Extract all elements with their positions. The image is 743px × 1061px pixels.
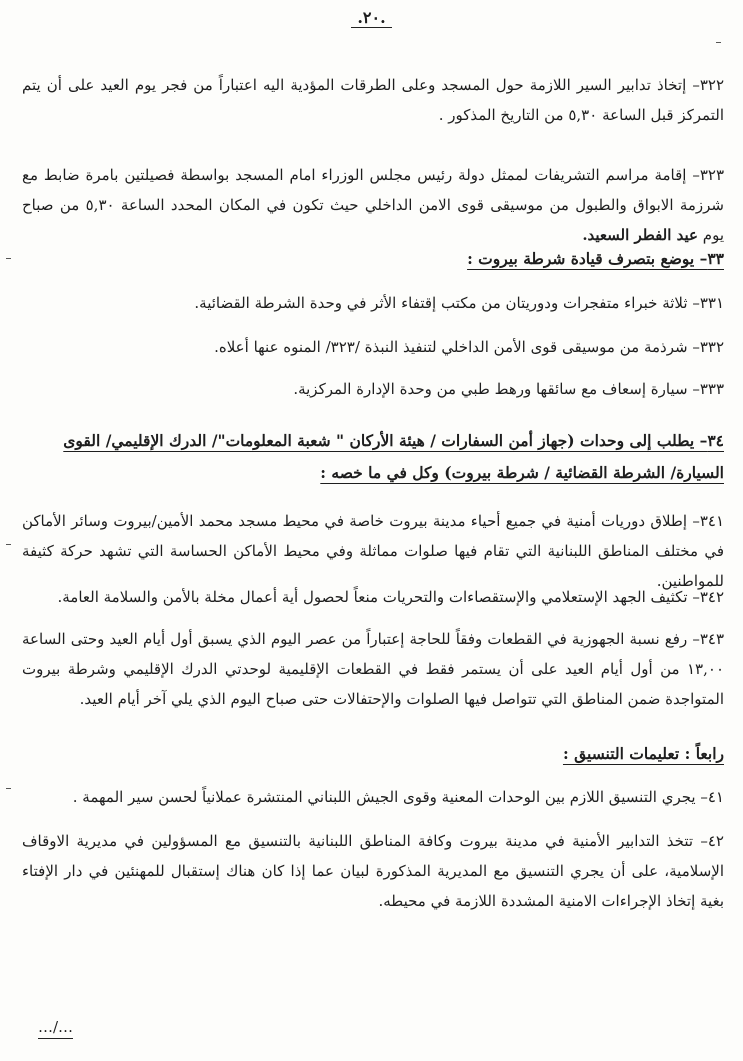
paragraph-323 — [22, 160, 724, 250]
scan-mark — [6, 788, 11, 789]
paragraph-343: ٣٤٣– رفع نسبة الجهوزية في القطعات وفقاً للحاجة إعتباراً من عصر اليوم الذي يسبق أول أيام العيد وحتى الساعة ١٣,٠٠ من أول أيام العيد على أن يستمر فقط في القطعات الإقليمية لوحدتي الدرك الإقليمي وشرطة بيروت المتواجدة ضمن المناطق التي تتواصل فيها الصلوات والإحتفالات حتى صباح اليوم الذي يلي آخر أيام العيد. — [22, 630, 724, 708]
paragraph-42: ٤٢– تتخذ التدابير الأمنية في مدينة بيروت وكافة المناطق اللبنانية بالتنسيق مع المسؤولين في مديرية الاوقاف الإسلامية، على أن يجري التنسيق مع المديرية المذكورة لبيان عما إذا كان هناك إستقبال للمهنئين في دار الإفتاء بغية إتخاذ الإجراءات الامنية المشددة اللازمة في محيطه. — [22, 832, 724, 910]
continuation-mark — [38, 1018, 73, 1036]
heading-33 — [22, 243, 724, 275]
heading-34-text: ٣٤– يطلب إلى وحدات (جهاز أمن السفارات / هيئة الأركان " شعبة المعلومات"/ الدرك الإقليمي/ القوى السيارة/ الشرطة القضائية / شرطة بيروت) وكل في ما خصه : — [63, 431, 724, 482]
heading-34 — [22, 425, 724, 489]
continuation-mark-text: …/… — [38, 1018, 73, 1039]
page-number-text: .٢٠. — [351, 8, 391, 28]
paragraph-323-text: ٣٢٣– إقامة مراسم التشريفات لممثل دولة رئيس مجلس الوزراء امام المسجد بواسطة فصيلتين بامرة ضابط مع شرزمة الابواق والطبول من موسيقى قوى الامن الداخلي حيث تكون في المكان المحدد الساعة ٥,٣٠ من صباح يوم — [22, 166, 724, 244]
scan-mark — [716, 42, 721, 43]
scan-mark — [6, 258, 11, 259]
paragraph-342: ٣٤٢– تكثيف الجهد الإستعلامي والإستقصاءات والتحريات منعاً لحصول أية أعمال مخلة بالأمن والسلامة العامة. — [57, 588, 724, 606]
paragraph-341: ٣٤١– إطلاق دوريات أمنية في جميع أحياء مدينة بيروت خاصة في محيط مسجد محمد الأمين/بيروت وسائر الأماكن في مختلف المناطق اللبنانية التي تقام فيها صلوات مماثلة وفي محيط الأماكن الحساسة التي تشهد حركة كثيفة للمواطنين. — [22, 512, 724, 590]
paragraph-333: ٣٣٣– سيارة إسعاف مع سائقها ورهط طبي من وحدة الإدارة المركزية. — [293, 380, 724, 398]
paragraph-332: ٣٣٢– شرذمة من موسيقى قوى الأمن الداخلي لتنفيذ النبذة /٣٢٣/ المنوه عنها أعلاه. — [214, 338, 724, 356]
heading-33-text: ٣٣– يوضع بتصرف قيادة شرطة بيروت : — [467, 249, 724, 268]
paragraph-323-bold: عيد الفطر السعيد. — [582, 226, 698, 244]
paragraph-331: ٣٣١– ثلاثة خبراء متفجرات ودوريتان من مكتب إقتفاء الأثر في وحدة الشرطة القضائية. — [194, 294, 724, 312]
paragraph-322: ٣٢٢– إتخاذ تدابير السير اللازمة حول المسجد وعلى الطرقات المؤدية اليه اعتباراً من فجر يوم العيد على أن يتم التمركز قبل الساعة ٥,٣٠ من التاريخ المذكور . — [22, 76, 724, 124]
scan-mark — [6, 544, 11, 545]
paragraph-41: ٤١– يجري التنسيق اللازم بين الوحدات المعنية وقوى الجيش اللبناني المنتشرة عملانياً لحسن سير المهمة . — [72, 788, 724, 806]
heading-4-text: رابعاً : تعليمات التنسيق : — [562, 744, 724, 763]
page-number — [0, 8, 743, 27]
heading-4 — [22, 738, 724, 770]
